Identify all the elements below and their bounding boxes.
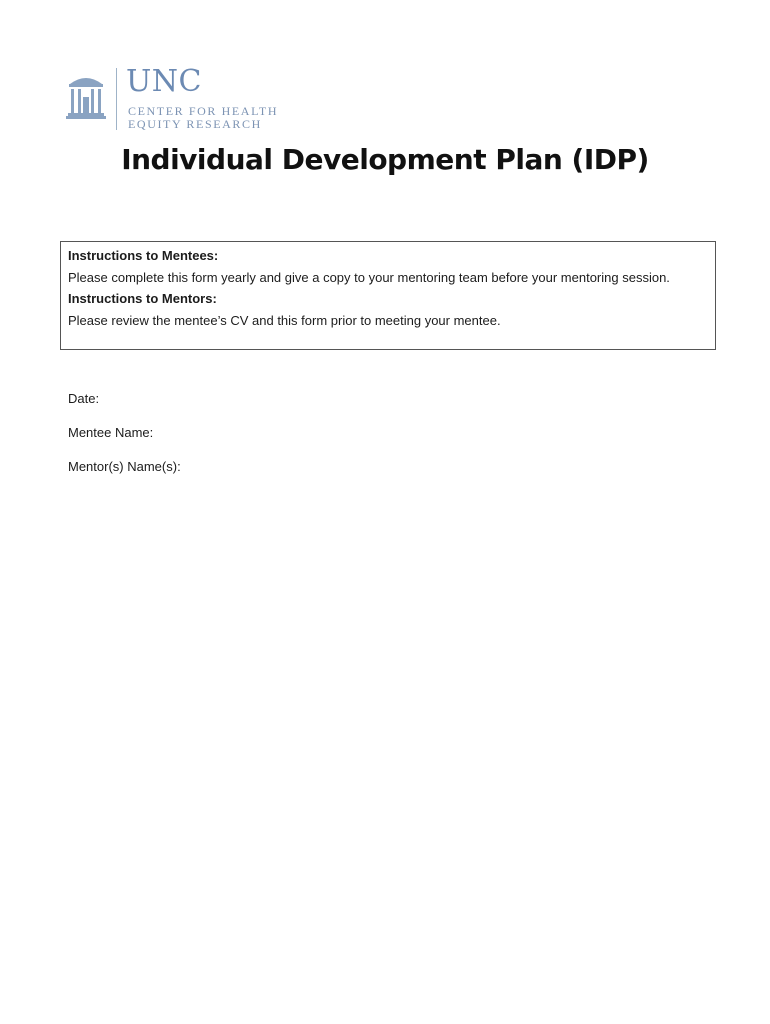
instructions-box [60,241,716,350]
mentees-instructions: Please complete this form yearly and give a copy to your mentoring team before your mentoring session. [68,269,670,285]
logo-subtitle-line-2: EQUITY RESEARCH [128,117,262,131]
unc-logo [66,64,296,134]
mentee-name-label: Mentee Name: [68,425,154,440]
logo-subtitle-line-1: CENTER FOR HEALTH [128,104,279,118]
mentors-instructions: Please review the mentee’s CV and this form prior to meeting your mentee. [68,312,501,328]
old-well-icon [66,70,106,120]
logo-unc-text: UNC [126,64,202,99]
mentor-names-label: Mentor(s) Name(s): [68,459,181,474]
date-label: Date: [68,391,100,406]
mentors-heading: Instructions to Mentors: [68,291,217,306]
document-title: Individual Development Plan (IDP) [121,143,649,176]
mentees-heading: Instructions to Mentees: [68,248,219,263]
logo-divider [116,68,117,130]
form-fields [68,388,181,490]
